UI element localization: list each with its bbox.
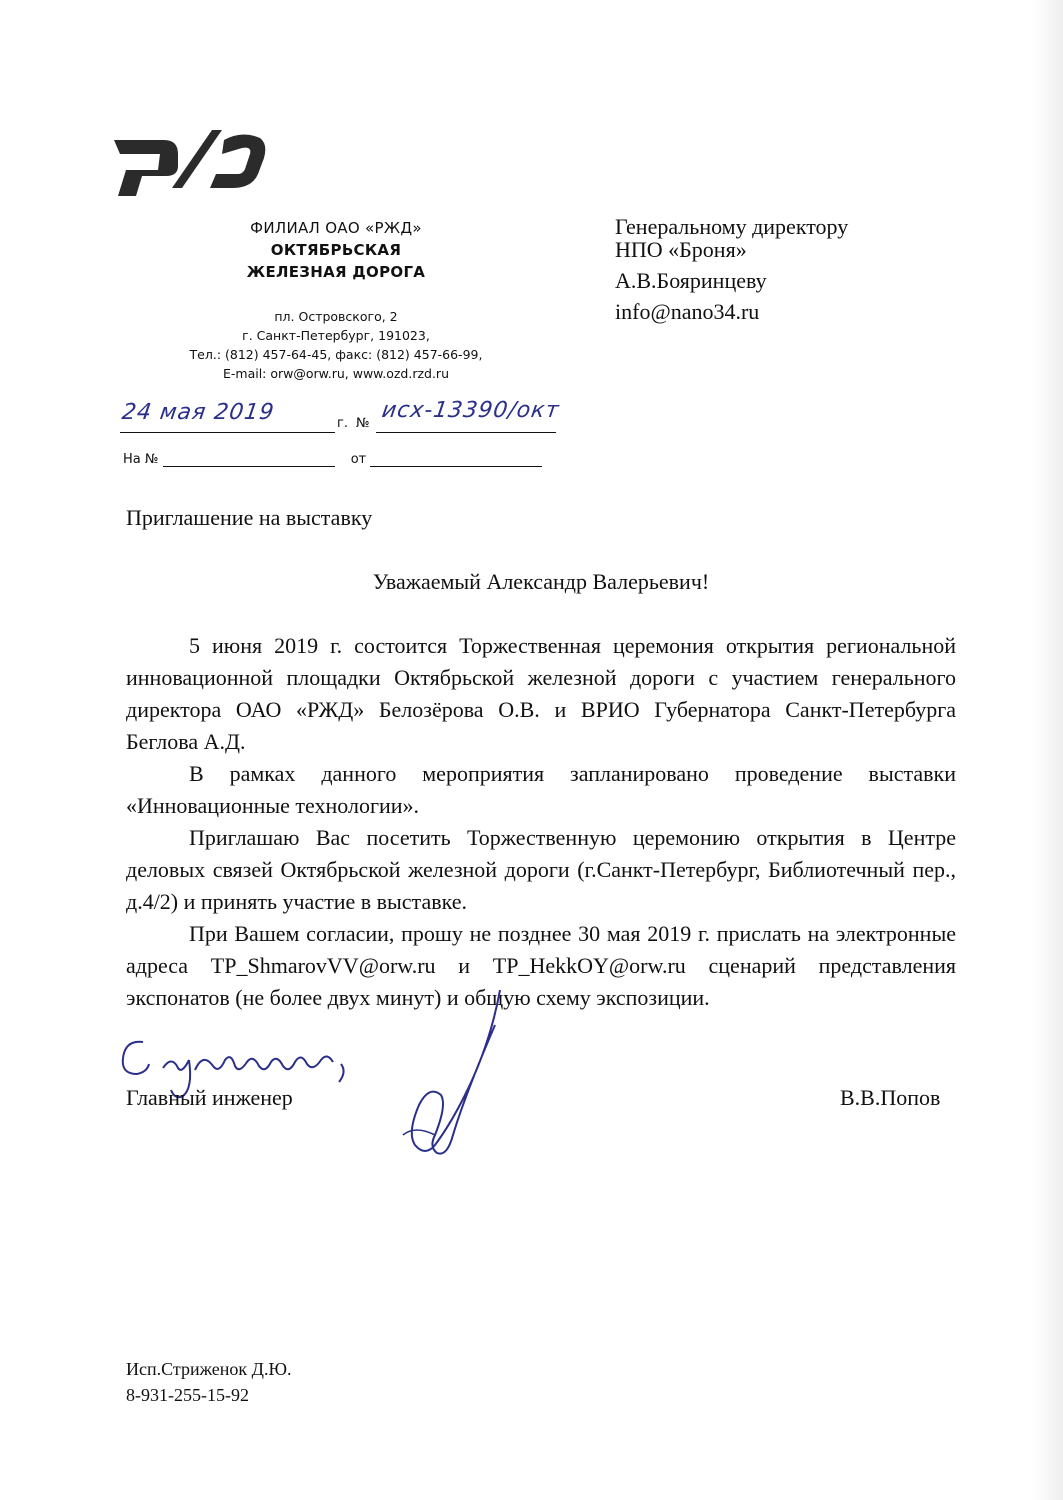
recipient-company: НПО «Броня»	[615, 237, 747, 262]
scan-edge-shadow	[1033, 0, 1063, 1500]
org-division-line1: ОКТЯБРЬСКАЯ	[270, 241, 402, 259]
rzd-logo	[112, 126, 268, 198]
org-division-line2: ЖЕЛЕЗНАЯ ДОРОГА	[246, 263, 426, 281]
letter-body	[126, 630, 956, 1014]
org-address	[150, 307, 522, 383]
reference-line	[123, 452, 542, 467]
signature	[395, 985, 525, 1160]
body-paragraph: 5 июня 2019 г. состоится Торжественная церемония открытия региональной инновационной площадки Октябрьской железной дороги с участием генерального директора ОАО «РЖД» Белозёрова О.В. и ВРИО Губернатора Санкт-Петербурга Беглова А.Д.	[126, 633, 956, 754]
recipient-email: info@nano34.ru	[615, 299, 760, 324]
number-label: №	[356, 416, 370, 431]
year-suffix: г.	[337, 416, 348, 431]
date-underline	[120, 432, 335, 433]
executor-name: Исп.Стриженок Д.Ю.	[126, 1359, 292, 1379]
org-name: ФИЛИАЛ ОАО «РЖД»	[250, 219, 422, 237]
executor-block	[126, 1356, 291, 1408]
reply-number-blank	[163, 454, 335, 467]
sender-block	[150, 218, 522, 383]
letter-greeting: Уважаемый Александр Валерьевич!	[372, 569, 710, 594]
body-paragraph: В рамках данного мероприятия запланировано проведение выставки «Инновационные технологии».	[126, 761, 956, 818]
reply-label: На №	[123, 452, 159, 467]
handwritten-date: 24 мая 2019	[120, 400, 277, 425]
executor-phone: 8-931-255-15-92	[126, 1385, 249, 1405]
recipient-name: А.В.Бояринцеву	[615, 268, 767, 293]
reply-date-blank	[370, 454, 542, 467]
body-paragraph: При Вашем согласии, прошу не позднее 30 мая 2019 г. прислать на электронные адреса TP_ShmarovVV@orw.ru и TP_HekkOY@orw.ru сценарий представления экспонатов (не более двух минут) и общую схему экспозиции.	[126, 921, 956, 1010]
address-line: E-mail: orw@orw.ru, www.ozd.rzd.ru	[222, 366, 449, 381]
signatory-role: Главный инженер	[126, 1085, 293, 1110]
recipient-block	[615, 215, 848, 323]
address-line: Тел.: (812) 457-64-45, факс: (812) 457-66-99,	[189, 347, 483, 362]
number-underline	[376, 432, 556, 433]
from-label: от	[350, 452, 367, 467]
registration-line	[120, 398, 640, 438]
letter-subject: Приглашение на выставку	[126, 505, 373, 530]
handwritten-number: исх-13390/окт	[380, 398, 562, 423]
address-line: г. Санкт-Петербург, 191023,	[242, 328, 430, 343]
body-paragraph: Приглашаю Вас посетить Торжественную церемонию открытия в Центре деловых связей Октябрьской железной дороги (г.Санкт-Петербург, Библиотечный пер., д.4/2) и принять участие в выставке.	[126, 825, 956, 914]
recipient-position: Генеральному директору	[615, 214, 849, 239]
address-line: пл. Островского, 2	[274, 309, 398, 324]
signatory-name: В.В.Попов	[840, 1085, 941, 1110]
